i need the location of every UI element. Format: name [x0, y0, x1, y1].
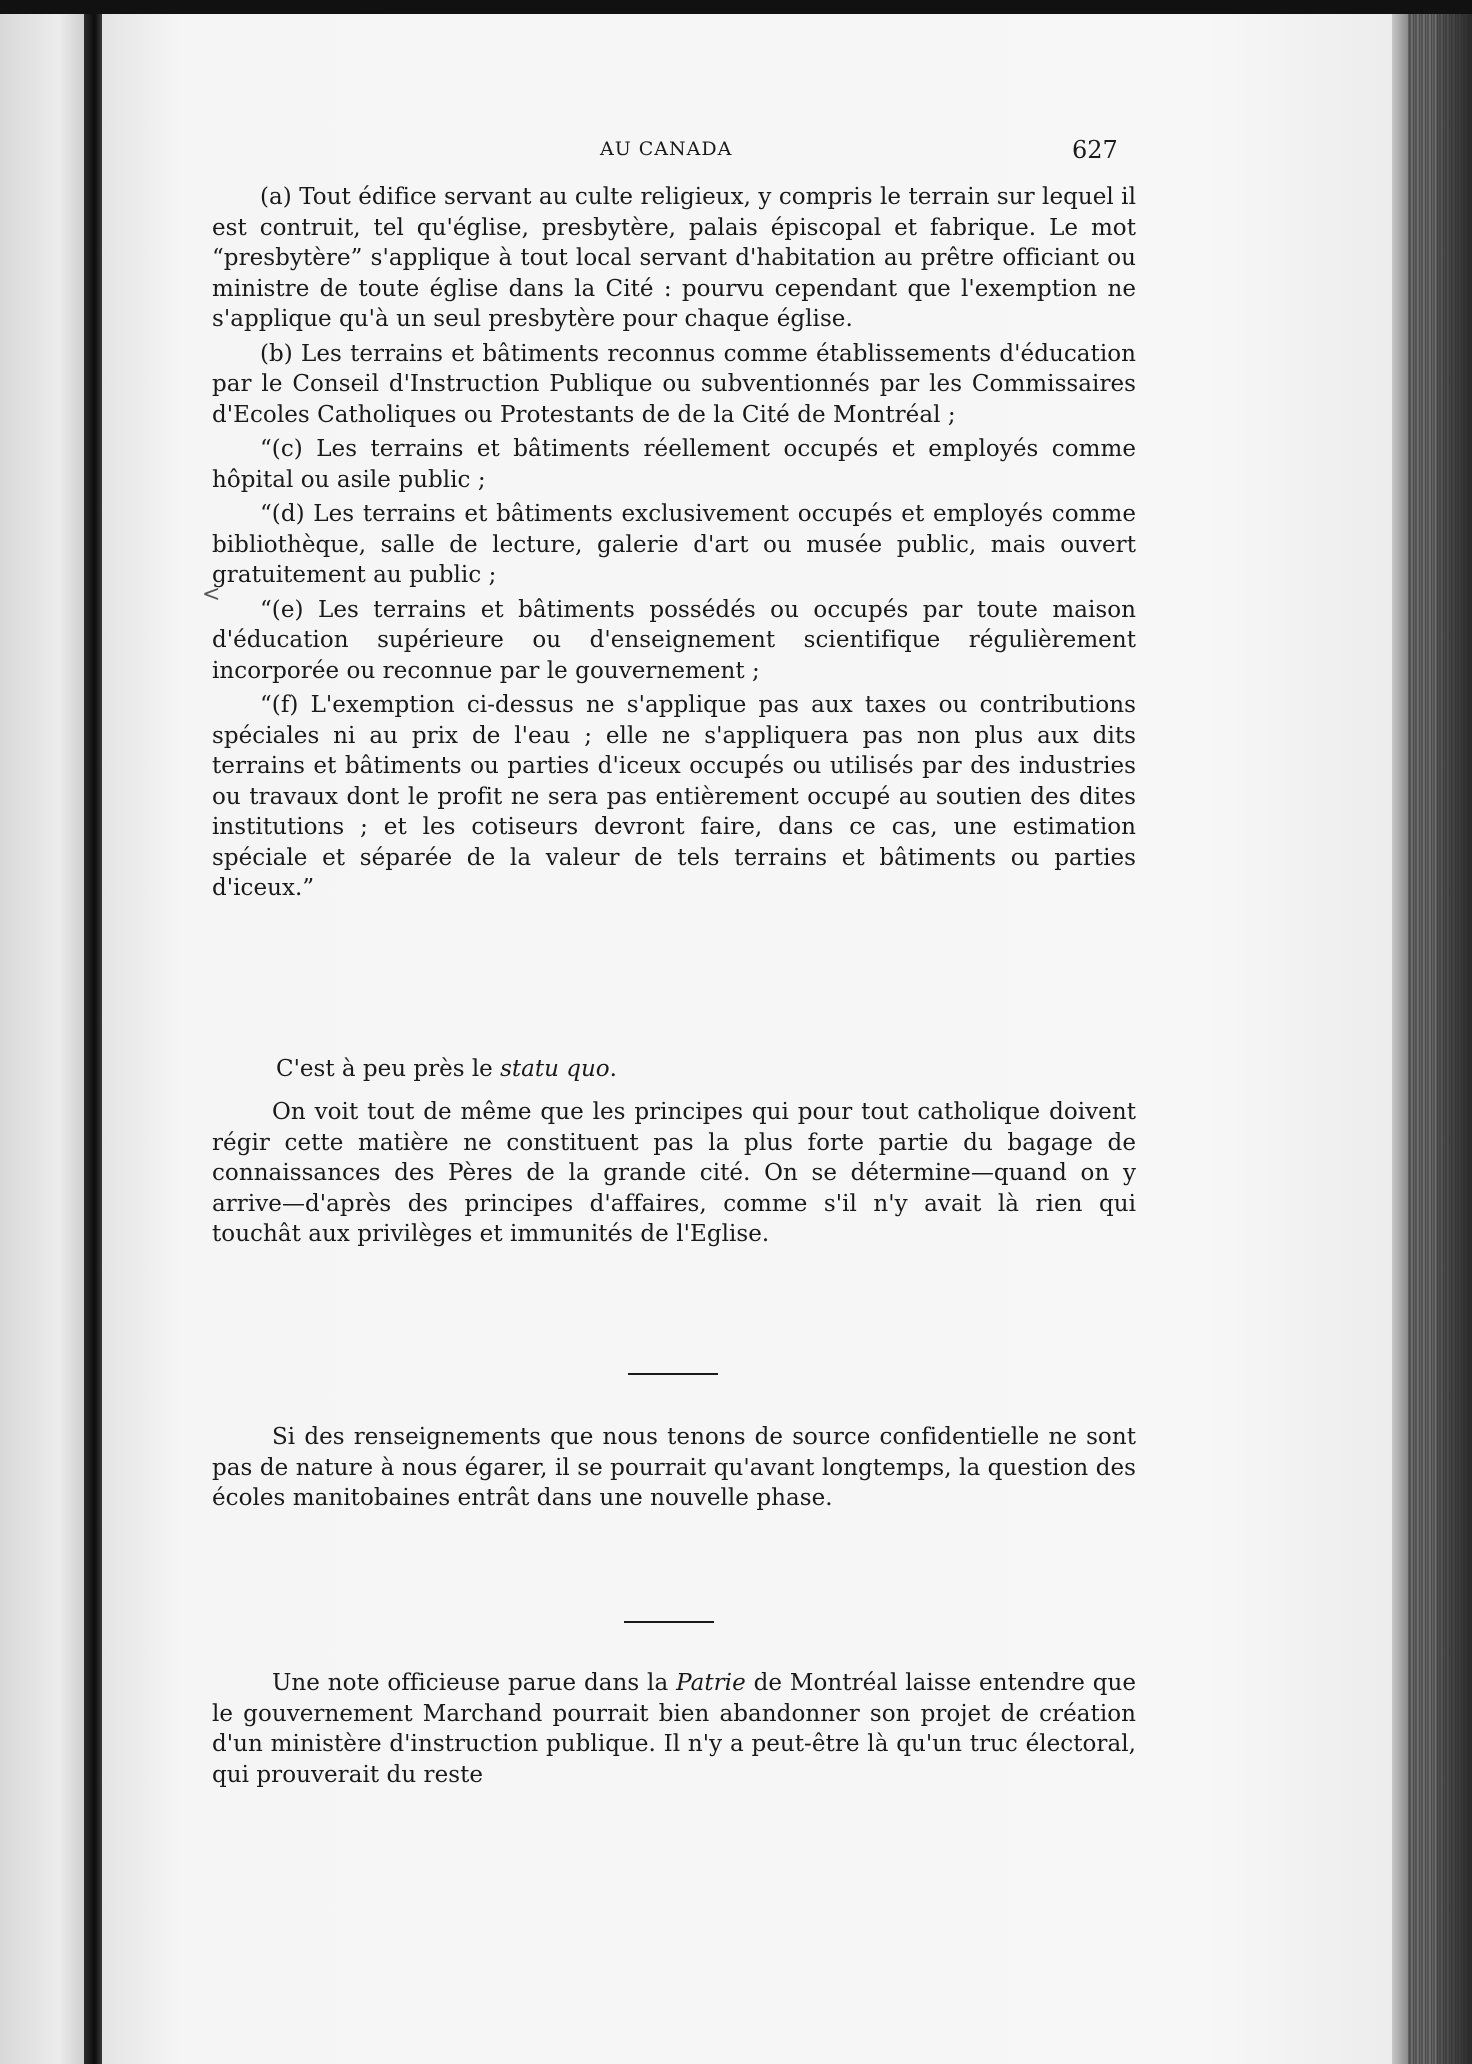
page-stack-edge [1408, 14, 1472, 2064]
clause-c: “(c) Les terrains et bâtiments réellement occupés et employés comme hôpital ou asile public ; [212, 436, 1136, 493]
clause-b: (b) Les terrains et bâtiments reconnus comme établissements d'éducation par le Conseil d'Instruction Publique ou subventionnés par les Commissaires d'Ecoles Catholiques ou Protestants de de la Cité de Montréal ; [212, 340, 1136, 428]
page-number: 627 [1072, 136, 1118, 164]
marchand-text [212, 1668, 1136, 1790]
marchand-before: Une note officieuse parue dans la [272, 1670, 677, 1696]
margin-mark: < [202, 582, 221, 607]
section-divider [628, 1373, 718, 1375]
page-fore-edge-shadow [1392, 14, 1408, 2064]
book-gutter [84, 14, 102, 2064]
statu-quo-prefix: C'est à peu près le [276, 1056, 501, 1082]
manitoba-paragraph [212, 1422, 1136, 1514]
principles-text: On voit tout de même que les principes qui pour tout catholique doivent régir cette matière ne constituent pas la plus forte partie du bagage de connaissances des Pères de la grande cité. On se détermine—quand on y arrive—d'après des principes d'affaires, comme s'il n'y avait là rien qui touchât aux privilèges et immunités de l'Eglise. [212, 1099, 1136, 1247]
clause-a: (a) Tout édifice servant au culte religieux, y compris le terrain sur lequel il est contruit, tel qu'église, presbytère, palais épiscopal et fabrique. Le mot “presbytère” s'applique à tout local servant d'habitation au prêtre officiant ou ministre de toute église dans la Cité : pourvu cependant que l'exemption ne s'applique qu'à un seul presbytère pour chaque église. [212, 184, 1136, 332]
manitoba-text: Si des renseignements que nous tenons de source confidentielle ne sont pas de nature à nous égarer, il se pourrait qu'avant longtemps, la question des écoles manitobaines entrât dans une nouvelle phase. [212, 1424, 1136, 1511]
quoted-exemptions [212, 182, 1136, 904]
left-page-edge [0, 14, 84, 2064]
section-divider [624, 1621, 714, 1623]
patrie-italic: Patrie [676, 1670, 746, 1696]
clause-e: “(e) Les terrains et bâtiments possédés ou occupés par toute maison d'éducation supérieure ou d'enseignement scientifique régulièrement incorporée ou reconnue par le gouvernement ; [212, 596, 1136, 684]
marchand-after: de Montréal laisse entendre que le gouvernement Marchand pourrait bien abandonner son projet de création d'un ministère d'instruction publique. Il n'y a peut-être là qu'un truc électoral, qui prouverait du reste [212, 1670, 1136, 1788]
scan-top-edge [0, 0, 1472, 14]
marchand-paragraph [212, 1668, 1136, 1790]
clause-d: “(d) Les terrains et bâtiments exclusivement occupés et employés comme bibliothèque, salle de lecture, galerie d'art ou musée public, mais ouvert gratuitement au public ; [212, 501, 1136, 588]
running-head: AU CANADA [600, 138, 733, 160]
statu-quo-italic: statu quo [500, 1056, 610, 1082]
statu-quo-suffix: . [609, 1056, 617, 1082]
clause-f: “(f) L'exemption ci-dessus ne s'applique pas aux taxes ou contributions spéciales ni au prix de l'eau ; elle ne s'appliquera pas non plus aux dits terrains et bâtiments ou parties d'iceux occupés ou utilisés par des industries ou travaux dont le profit ne sera pas entièrement occupé au soutien des dites institutions ; et les cotiseurs devront faire, dans ce cas, une estimation spéciale et séparée de la valeur de tels terrains et bâtiments ou parties d'iceux.” [212, 692, 1136, 901]
statu-quo-line [212, 1054, 1136, 1085]
principles-paragraph [212, 1097, 1136, 1250]
